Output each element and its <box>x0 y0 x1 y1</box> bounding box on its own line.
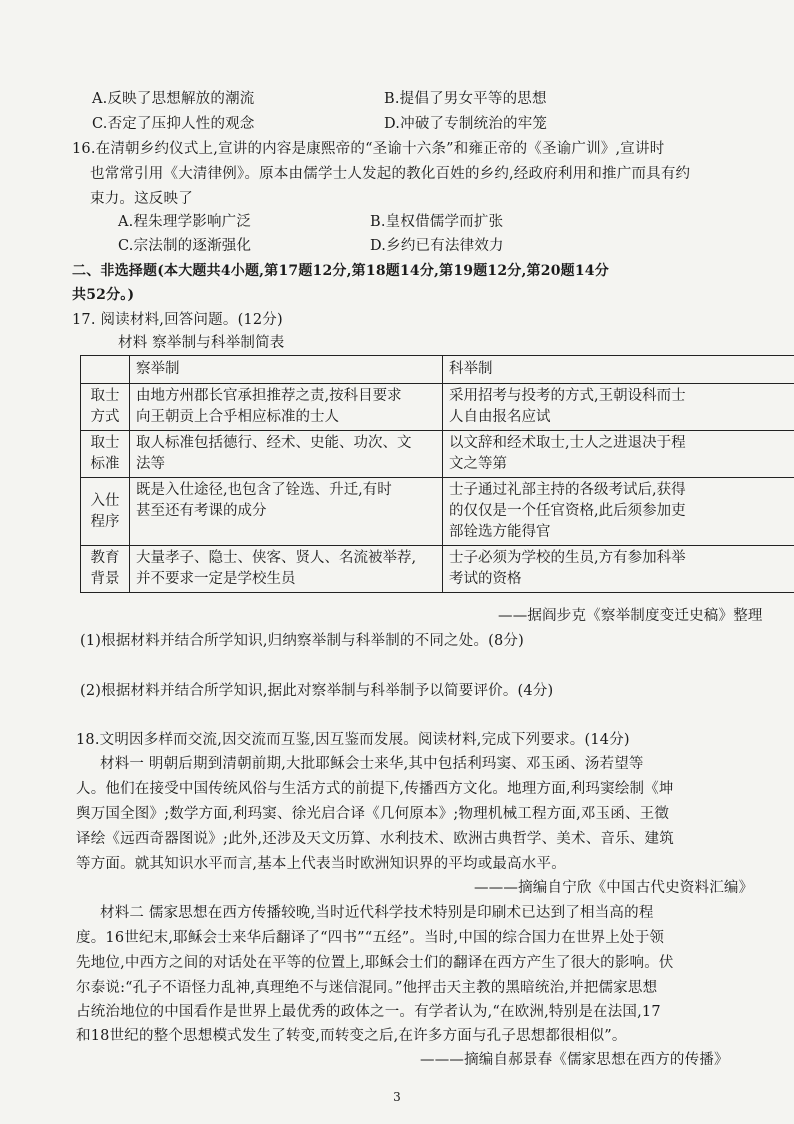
chaju-cell <box>130 384 443 431</box>
row-header-line: 取士 <box>90 388 120 404</box>
table-row <box>81 478 794 546</box>
q16-stem-line2: 也常常引用《大清律例》。原本由儒学士人发起的教化百姓的乡约,经政府利用和推广而具有约 <box>90 166 691 182</box>
section2-heading-line2: 共52分。) <box>72 287 135 303</box>
cell-line: 法等 <box>136 456 165 472</box>
row-header-line: 背景 <box>90 571 120 587</box>
table-row <box>81 546 794 593</box>
table-corner-cell <box>81 356 130 384</box>
table-header-row <box>81 356 794 384</box>
q18-material2-line: 先地位,中西方之间的对话处在平等的位置上,耶稣会士们的翻译在西方产生了很大的影响。伏 <box>76 955 674 971</box>
cell-line: 士子必须为学校的生员,方有参加科举 <box>449 550 686 566</box>
cell-line: 文之等第 <box>449 456 507 472</box>
q16-option-a: A.程朱理学影响广泛 <box>118 214 252 230</box>
q17-subquestion-2: (2)根据材料并结合所学知识,据此对察举制与科举制予以简要评价。(4分) <box>80 683 554 699</box>
cell-line: 考试的资格 <box>449 571 522 587</box>
cell-line: 向王朝贡上合乎相应标准的士人 <box>136 409 339 425</box>
row-header <box>81 478 130 546</box>
keju-cell <box>443 546 794 593</box>
cell-line: 人自由报名应试 <box>449 409 551 425</box>
q18-material1-line: 人。他们在接受中国传统风俗与生活方式的前提下,传播西方文化。地理方面,利玛窦绘制《坤 <box>76 781 674 797</box>
chaju-cell <box>130 431 443 478</box>
page-number: 3 <box>393 1090 401 1104</box>
cell-line: 采用招考与投考的方式,王朝设科而士 <box>449 388 686 404</box>
row-header-line: 方式 <box>90 409 120 425</box>
row-header-line: 入仕 <box>90 492 120 509</box>
q15-option-c: C.否定了压抑人性的观念 <box>92 116 255 132</box>
q18-stem: 18.文明因多样而交流,因交流而互鉴,因互鉴而发展。阅读材料,完成下列要求。(14分) <box>76 732 630 748</box>
cell-line: 并不要求一定是学校生员 <box>136 571 296 587</box>
q16-stem-line1: 16.在清朝乡约仪式上,宣讲的内容是康熙帝的“圣谕十六条”和雍正帝的《圣谕广训》,宣讲时 <box>72 141 665 157</box>
q16-option-b: B.皇权借儒学而扩张 <box>370 214 504 230</box>
q15-option-b: B.提倡了男女平等的思想 <box>384 91 547 107</box>
cell-line: 取人标准包括德行、经术、史能、功次、文 <box>136 435 412 451</box>
cell-line: 以文辞和经术取士,士人之进退决于程 <box>449 435 686 451</box>
cell-line: 由地方州郡长官承担推荐之责,按科目要求 <box>136 388 402 404</box>
q15-option-d: D.冲破了专制统治的牢笼 <box>384 116 548 132</box>
table-header-keju: 科举制 <box>443 356 794 384</box>
q16-option-d: D.乡约已有法律效力 <box>370 238 504 254</box>
q16-stem-line3: 束力。这反映了 <box>90 191 193 207</box>
q18-material1-line: 舆万国全图》;数学方面,利玛窦、徐光启合译《几何原本》;物理机械工程方面,邓玉函、王徵 <box>76 806 670 822</box>
row-header-line: 程序 <box>90 513 120 530</box>
q17-source: ——据阎步克《察举制度变迁史稿》整理 <box>498 608 763 624</box>
cell-line: 士子通过礼部主持的各级考试后,获得 <box>449 482 686 498</box>
row-header-line: 教育 <box>90 550 120 566</box>
q18-material2-line: 和18世纪的整个思想模式发生了转变,而转变之后,在许多方面与孔子思想都很相似”。 <box>76 1028 627 1044</box>
q16-option-c: C.宗法制的逐渐强化 <box>118 238 252 254</box>
chaju-cell <box>130 546 443 593</box>
q18-material2-line: 尔泰说:“孔子不语怪力乱神,真理绝不与迷信混同。”他抨击天主教的黑暗统治,并把儒家思想 <box>76 980 658 996</box>
q18-material1-line: 译绘《远西奇器图说》;此外,还涉及天文历算、水利技术、欧洲古典哲学、美术、音乐、建筑 <box>76 831 674 847</box>
keju-cell <box>443 384 794 431</box>
q18-material1-source: ———摘编自宁欣《中国古代史资料汇编》 <box>474 880 754 896</box>
row-header <box>81 431 130 478</box>
q18-material2-line: 材料二 儒家思想在西方传播较晚,当时近代科学技术特别是印刷术已达到了相当高的程 <box>100 905 654 921</box>
row-header-line: 标准 <box>90 456 120 472</box>
cell-line: 的仅仅是一个任官资格,此后须参加吏 <box>449 503 686 519</box>
q17-stem: 17. 阅读材料,回答问题。(12分) <box>72 312 283 328</box>
cell-line: 甚至还有考课的成分 <box>136 503 267 519</box>
q17-material-title: 材料 察举制与科举制简表 <box>118 335 285 351</box>
q18-material1-line: 材料一 明朝后期到清朝前期,大批耶稣会士来华,其中包括利玛窦、邓玉函、汤若望等 <box>100 756 644 772</box>
row-header-line: 取士 <box>90 435 120 451</box>
row-header <box>81 384 130 431</box>
comparison-table <box>80 355 794 593</box>
keju-cell <box>443 431 794 478</box>
table-row <box>81 384 794 431</box>
cell-line: 既是入仕途径,也包含了铨选、升迁,有时 <box>136 482 392 498</box>
keju-cell <box>443 478 794 546</box>
q18-material2-source: ———摘编自郝景春《儒家思想在西方的传播》 <box>420 1052 729 1068</box>
cell-line: 大量孝子、隐士、侠客、贤人、名流被举荐, <box>136 550 417 566</box>
row-header <box>81 546 130 593</box>
q15-option-a: A.反映了思想解放的潮流 <box>92 91 255 107</box>
table-header-chaju: 察举制 <box>130 356 443 384</box>
cell-line: 部铨选方能得官 <box>449 524 551 540</box>
q17-subquestion-1: (1)根据材料并结合所学知识,归纳察举制与科举制的不同之处。(8分) <box>80 633 524 649</box>
table-row <box>81 431 794 478</box>
q18-material2-line: 占统治地位的中国看作是世界上最优秀的政体之一。有学者认为,“在欧洲,特别是在法国,17 <box>76 1004 661 1020</box>
section2-heading-line1: 二、非选择题(本大题共4小题,第17题12分,第18题14分,第19题12分,第20题14分 <box>72 263 609 279</box>
q18-material2-line: 度。16世纪末,耶稣会士来华后翻译了“四书”“五经”。当时,中国的综合国力在世界上处于领 <box>76 930 665 946</box>
chaju-cell <box>130 478 443 546</box>
q18-material1-line: 等方面。就其知识水平而言,基本上代表当时欧洲知识界的平均或最高水平。 <box>76 856 566 872</box>
